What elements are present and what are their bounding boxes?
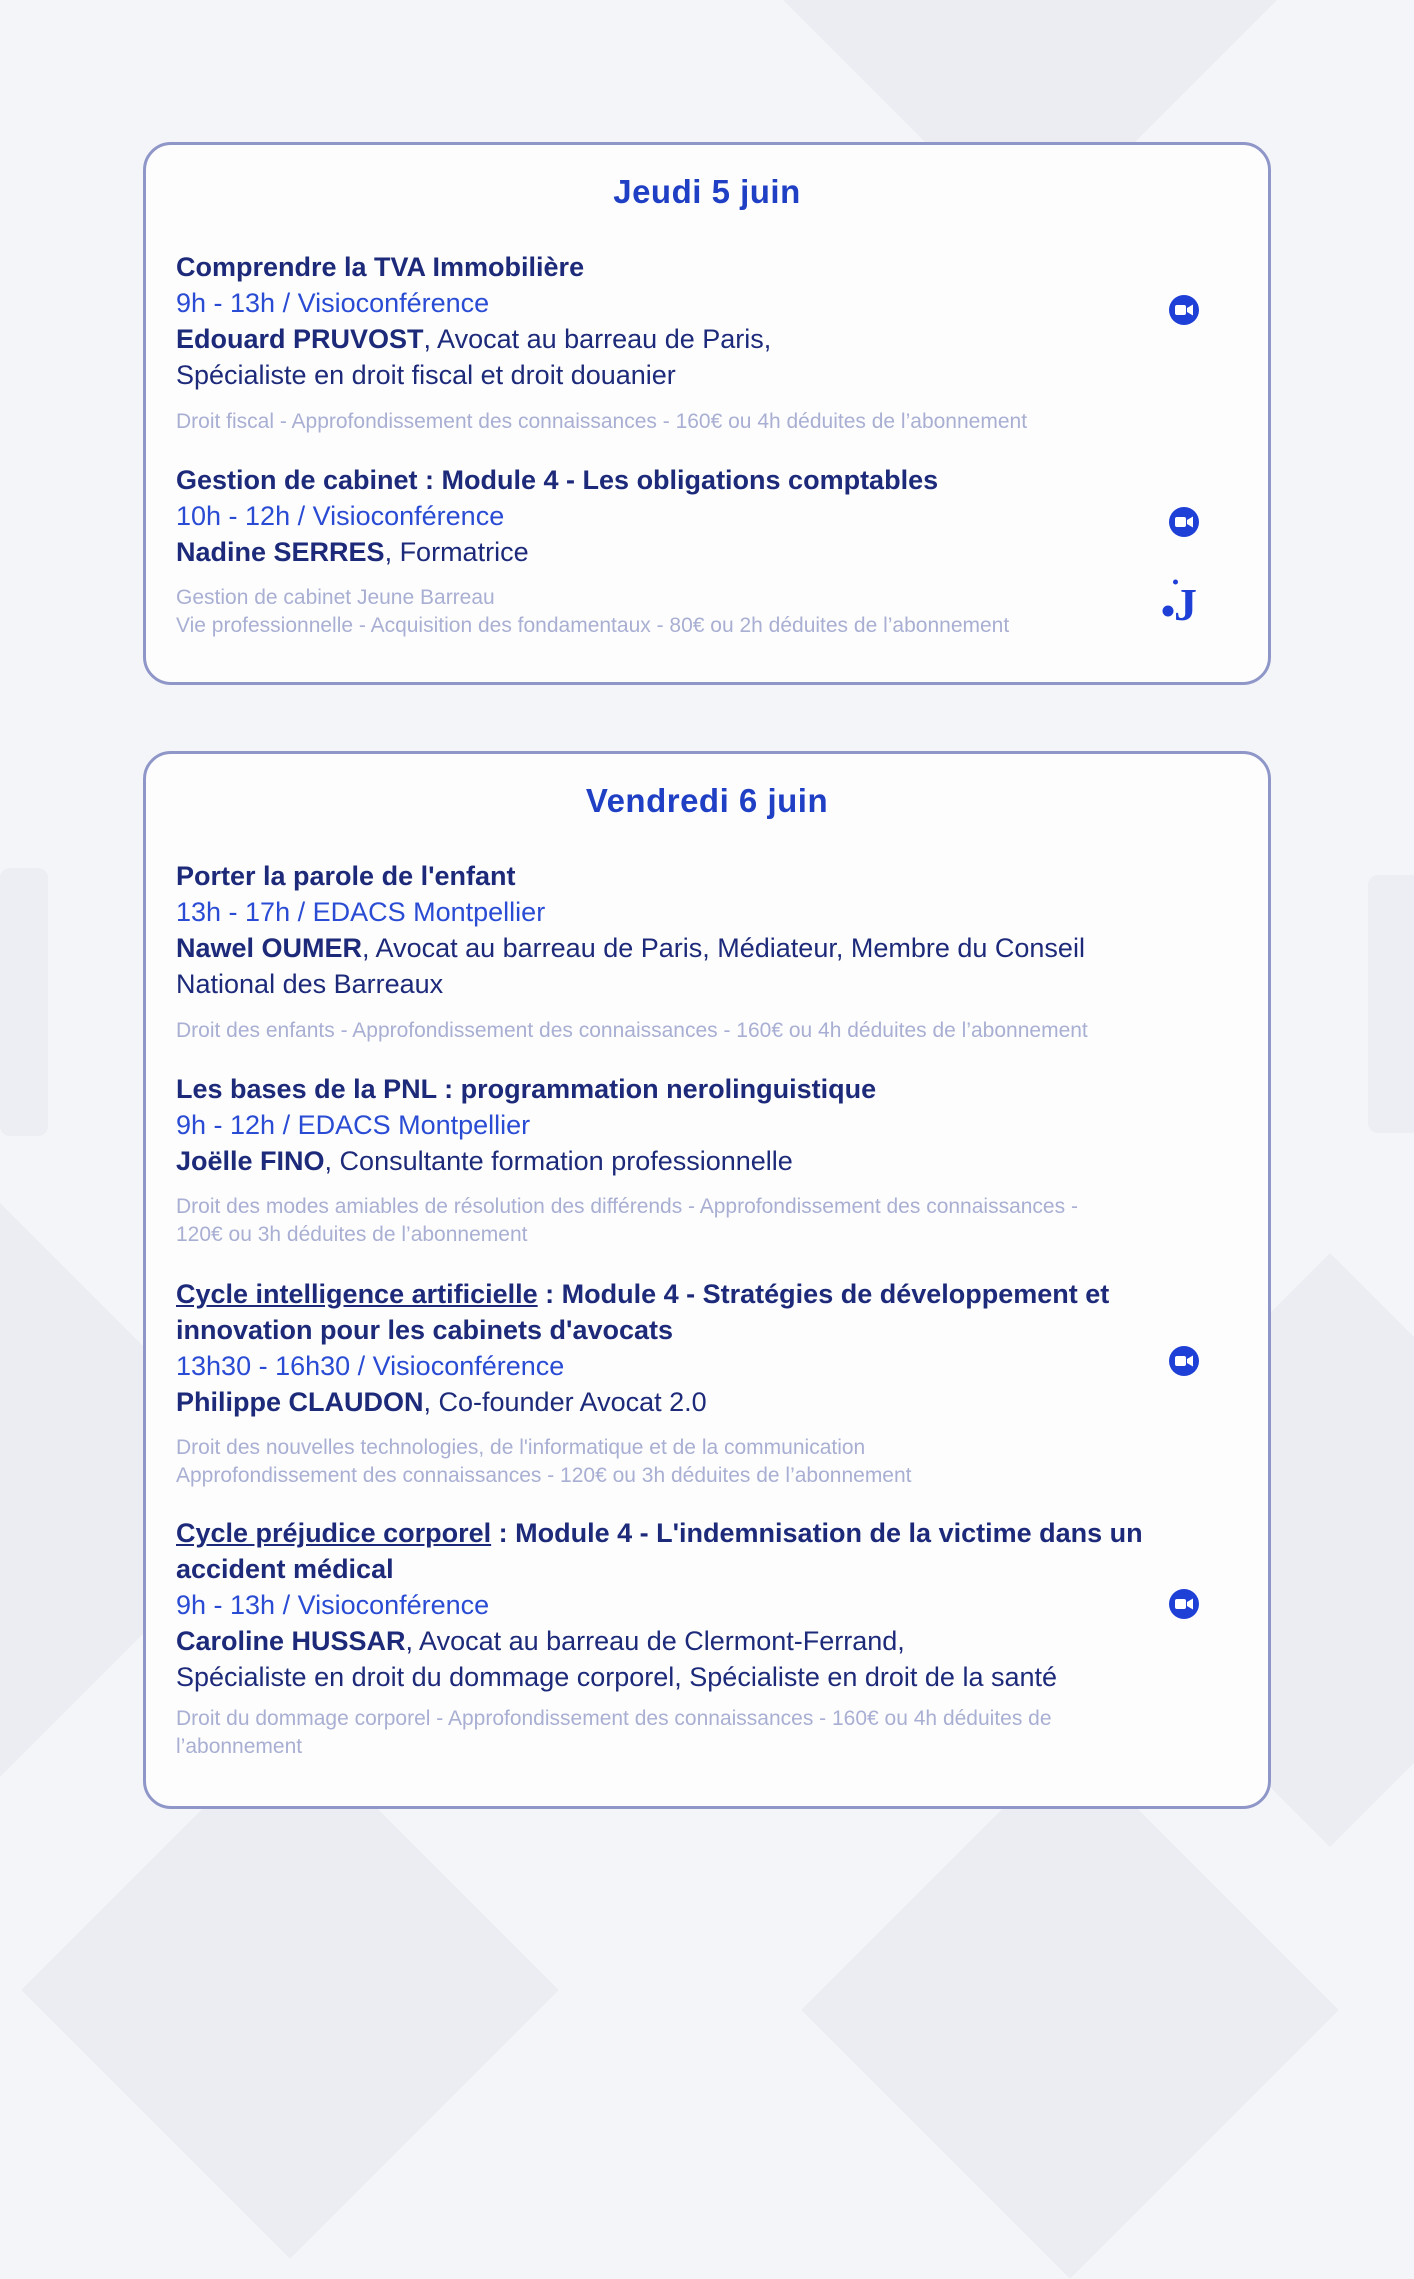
- speaker-name: Philippe CLAUDON: [176, 1387, 424, 1417]
- session-item: [176, 1071, 1200, 1249]
- speaker-role-line: Spécialiste en droit du dommage corporel, Spécialiste en droit de la santé: [176, 1662, 1058, 1692]
- session-meta: Droit fiscal - Approfondissement des connaissances - 160€ ou 4h déduites de l’abonnement: [176, 410, 1028, 433]
- speaker-name: Caroline HUSSAR: [176, 1626, 406, 1656]
- speaker-role: , Avocat au barreau de Paris, Médiateur, Membre du Conseil: [362, 933, 1085, 963]
- session-meta: Droit du dommage corporel - Approfondissement des connaissances - 160€ ou 4h déduites de: [176, 1707, 1052, 1730]
- session-speaker: [176, 1143, 1200, 1179]
- speaker-role: , Avocat au barreau de Clermont-Ferrand,: [405, 1626, 905, 1656]
- day-title: Jeudi 5 juin: [613, 173, 801, 210]
- session-title: Porter la parole de l'enfant: [176, 861, 516, 891]
- session-time-location: 13h30 - 16h30 / Visioconférence: [176, 1351, 565, 1381]
- video-camera-icon[interactable]: [1169, 295, 1199, 325]
- day-card-vendredi: [143, 751, 1271, 1809]
- session-title: Les bases de la PNL : programmation nerolinguistique: [176, 1074, 877, 1104]
- session-time-location: 9h - 12h / EDACS Montpellier: [176, 1110, 531, 1140]
- video-camera-icon[interactable]: [1169, 1589, 1199, 1619]
- session-meta: Droit des nouvelles technologies, de l'informatique et de la communication: [176, 1436, 866, 1459]
- speaker-role-line: National des Barreaux: [176, 969, 444, 999]
- speaker-role-line: Spécialiste en droit fiscal et droit douanier: [176, 360, 676, 390]
- cycle-link[interactable]: Cycle intelligence artificielle: [176, 1279, 538, 1309]
- session-title-rest: : Module 4 - L'indemnisation de la victime dans un: [491, 1518, 1143, 1548]
- speaker-name: Joëlle FINO: [176, 1146, 325, 1176]
- speaker-role: , Formatrice: [384, 537, 529, 567]
- jeune-barreau-badge: J: [1174, 579, 1197, 628]
- session-speaker: [176, 321, 1200, 357]
- speaker-role: , Avocat au barreau de Paris,: [423, 324, 772, 354]
- session-title-line: innovation pour les cabinets d'avocats: [176, 1315, 674, 1345]
- session-meta: Approfondissement des connaissances - 120€ ou 3h déduites de l’abonnement: [176, 1464, 912, 1487]
- session-title-rest: : Module 4 - Stratégies de développement et: [537, 1279, 1110, 1309]
- cycle-link[interactable]: Cycle préjudice corporel: [176, 1518, 492, 1548]
- speaker-role: , Consultante formation professionnelle: [324, 1146, 793, 1176]
- session-item: [176, 249, 1200, 436]
- session-time-location: 9h - 13h / Visioconférence: [176, 288, 490, 318]
- session-time-location: 13h - 17h / EDACS Montpellier: [176, 897, 546, 927]
- background-panel-right: [1368, 875, 1414, 1133]
- session-meta: Droit des modes amiables de résolution des différends - Approfondissement des connaissances -: [176, 1195, 1078, 1218]
- session-title-line: accident médical: [176, 1554, 394, 1584]
- session-title: Gestion de cabinet : Module 4 - Les obligations comptables: [176, 465, 939, 495]
- session-item: [176, 1276, 1200, 1490]
- session-title: [176, 1276, 1200, 1312]
- video-camera-icon[interactable]: [1169, 507, 1199, 537]
- session-meta: Gestion de cabinet Jeune Barreau: [176, 586, 495, 609]
- background-panel-left: [0, 868, 48, 1136]
- session-meta: l’abonnement: [176, 1735, 303, 1758]
- day-title: Vendredi 6 juin: [585, 782, 829, 819]
- session-time-location: 10h - 12h / Visioconférence: [176, 501, 505, 531]
- session-speaker: [176, 1384, 1200, 1420]
- speaker-name: Edouard PRUVOST: [176, 324, 424, 354]
- day-card-jeudi: [143, 142, 1271, 685]
- session-item: [176, 858, 1200, 1045]
- session-speaker: [176, 930, 1200, 966]
- session-meta: Vie professionnelle - Acquisition des fondamentaux - 80€ ou 2h déduites de l’abonnement: [176, 614, 1010, 637]
- video-camera-icon[interactable]: [1169, 1346, 1199, 1376]
- session-title: Comprendre la TVA Immobilière: [176, 252, 585, 282]
- speaker-name: Nadine SERRES: [176, 537, 385, 567]
- session-item: [176, 462, 1200, 640]
- speaker-name: Nawel OUMER: [176, 933, 363, 963]
- session-meta: 120€ ou 3h déduites de l’abonnement: [176, 1223, 528, 1246]
- session-meta: Droit des enfants - Approfondissement des connaissances - 160€ ou 4h déduites de l’abonnement: [176, 1019, 1088, 1042]
- speaker-role: , Co-founder Avocat 2.0: [423, 1387, 707, 1417]
- session-speaker: [176, 534, 1200, 570]
- session-speaker: [176, 1623, 1200, 1659]
- session-title: [176, 1515, 1200, 1551]
- session-item: [176, 1515, 1200, 1761]
- background-diamond: [801, 1741, 1338, 2278]
- session-time-location: 9h - 13h / Visioconférence: [176, 1590, 490, 1620]
- jeune-barreau-logo-icon: [1160, 572, 1200, 628]
